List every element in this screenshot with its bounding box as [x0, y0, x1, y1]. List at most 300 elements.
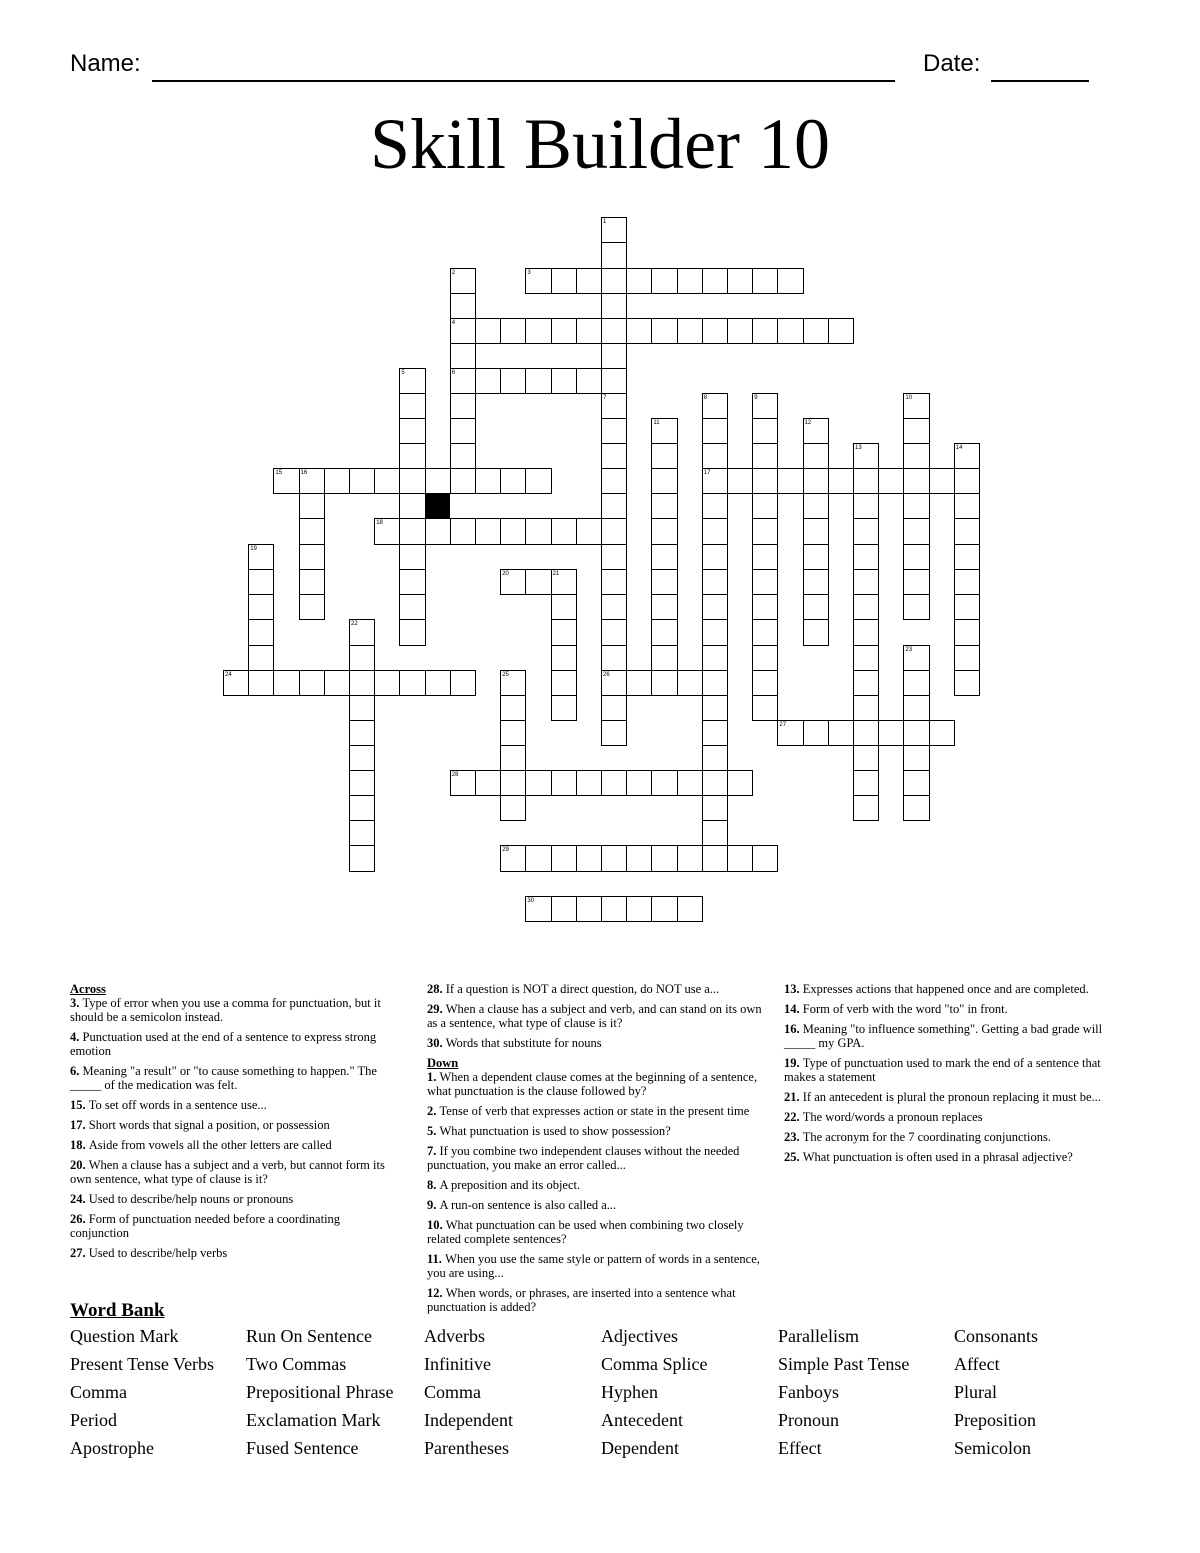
grid-cell[interactable] [399, 518, 425, 545]
grid-cell[interactable] [626, 670, 652, 696]
grid-cell[interactable] [651, 268, 677, 294]
down-clue [784, 1002, 1119, 1016]
grid-cell[interactable] [903, 443, 929, 469]
grid-cell[interactable] [954, 544, 980, 570]
grid-cell[interactable] [601, 518, 627, 545]
grid-cell[interactable] [500, 695, 526, 721]
grid-cell[interactable] [702, 745, 728, 771]
grid-cell[interactable] [601, 695, 627, 721]
grid-cell[interactable] [425, 518, 451, 545]
grid-cell[interactable] [828, 318, 854, 344]
grid-cell[interactable] [853, 569, 879, 595]
grid-cell[interactable] [374, 518, 400, 545]
grid-cell[interactable] [551, 518, 577, 545]
grid-cell[interactable] [299, 544, 325, 570]
grid-cell[interactable] [273, 670, 299, 696]
grid-cell[interactable] [752, 594, 778, 620]
clue-number: 15. [70, 1098, 89, 1112]
grid-cell[interactable] [803, 569, 829, 595]
grid-cell[interactable] [450, 443, 476, 469]
grid-cell[interactable] [299, 493, 325, 519]
grid-cell[interactable] [903, 468, 929, 494]
grid-cell[interactable] [500, 795, 526, 821]
grid-cell[interactable] [525, 318, 551, 344]
grid-cell[interactable] [853, 443, 879, 469]
grid-cell[interactable] [702, 493, 728, 519]
grid-cell[interactable] [727, 268, 753, 294]
grid-cell[interactable] [702, 670, 728, 696]
grid-cell[interactable] [525, 845, 551, 872]
grid-cell[interactable] [651, 443, 677, 469]
grid-cell[interactable] [853, 670, 879, 696]
grid-cell[interactable] [651, 645, 677, 671]
grid-cell[interactable] [450, 318, 476, 344]
grid-cell[interactable] [601, 368, 627, 394]
grid-cell[interactable] [500, 745, 526, 771]
grid-cell[interactable] [525, 770, 551, 796]
grid-cell[interactable] [853, 645, 879, 671]
grid-cell[interactable] [878, 720, 904, 746]
grid-cell[interactable] [803, 518, 829, 545]
grid-cell[interactable] [601, 443, 627, 469]
word-bank-item: Consonants [954, 1326, 1039, 1346]
grid-cell[interactable] [903, 795, 929, 821]
grid-cell[interactable] [601, 720, 627, 746]
grid-cell[interactable] [853, 695, 879, 721]
grid-cell[interactable] [349, 745, 375, 771]
grid-cell[interactable] [677, 268, 703, 294]
grid-cell[interactable] [450, 468, 476, 494]
grid-cell[interactable] [349, 770, 375, 796]
clue-text: When a dependent clause comes at the beginning of a sentence, what punctuation is the clause followed by? [427, 1070, 758, 1098]
grid-cell[interactable] [601, 493, 627, 519]
grid-cell[interactable] [374, 468, 400, 494]
grid-cell[interactable] [702, 268, 728, 294]
grid-cell[interactable] [399, 670, 425, 696]
grid-cell[interactable] [551, 318, 577, 344]
grid-cell[interactable] [601, 544, 627, 570]
grid-cell[interactable] [752, 518, 778, 545]
grid-cell[interactable] [324, 468, 350, 494]
grid-cell[interactable] [702, 720, 728, 746]
grid-cell[interactable] [777, 720, 803, 746]
grid-cell[interactable] [500, 468, 526, 494]
grid-cell[interactable] [752, 670, 778, 696]
grid-cell[interactable] [425, 468, 451, 494]
grid-cell[interactable] [853, 544, 879, 570]
grid-cell[interactable] [450, 268, 476, 294]
grid-cell[interactable] [500, 569, 526, 595]
grid-cell[interactable] [752, 393, 778, 419]
grid-cell[interactable] [525, 368, 551, 394]
grid-cell[interactable] [929, 468, 955, 494]
down-clue [427, 1198, 762, 1212]
grid-cell[interactable] [601, 343, 627, 369]
clue-number: 6. [70, 1064, 83, 1078]
grid-cell[interactable] [803, 720, 829, 746]
grid-cell[interactable] [248, 569, 274, 595]
grid-cell[interactable] [702, 468, 728, 494]
grid-cell[interactable] [752, 845, 778, 872]
grid-cell[interactable] [551, 268, 577, 294]
grid-cell[interactable] [651, 670, 677, 696]
grid-cell[interactable] [349, 820, 375, 846]
across-heading: Across [70, 982, 106, 996]
grid-cell[interactable] [903, 770, 929, 796]
grid-cell[interactable] [651, 544, 677, 570]
grid-cell[interactable] [777, 468, 803, 494]
grid-cell[interactable] [752, 493, 778, 519]
grid-cell[interactable] [803, 544, 829, 570]
grid-cell[interactable] [954, 670, 980, 696]
grid-cell[interactable] [475, 318, 501, 344]
grid-cell[interactable] [954, 619, 980, 646]
grid-cell[interactable] [525, 896, 551, 922]
clue-number: 19. [784, 1056, 803, 1070]
clue-text: Short words that signal a position, or possession [88, 1118, 330, 1132]
word-bank-item: Antecedent [601, 1410, 683, 1430]
grid-cell[interactable] [551, 845, 577, 872]
grid-cell[interactable] [551, 770, 577, 796]
grid-cell[interactable] [601, 896, 627, 922]
grid-cell[interactable] [752, 544, 778, 570]
grid-cell[interactable] [651, 518, 677, 545]
grid-cell[interactable] [299, 594, 325, 620]
grid-cell[interactable] [500, 368, 526, 394]
grid-cell[interactable] [576, 518, 602, 545]
grid-cell[interactable] [903, 393, 929, 419]
grid-cell[interactable] [752, 268, 778, 294]
grid-cell[interactable] [450, 418, 476, 444]
grid-cell[interactable] [349, 645, 375, 671]
grid-cell[interactable] [248, 670, 274, 696]
grid-cell[interactable] [601, 393, 627, 419]
grid-cell[interactable] [702, 318, 728, 344]
grid-cell[interactable] [601, 468, 627, 494]
grid-cell[interactable] [803, 443, 829, 469]
grid-cell[interactable] [903, 518, 929, 545]
grid-cell[interactable] [450, 343, 476, 369]
clue-number-26: 26 [603, 672, 610, 678]
grid-cell[interactable] [525, 569, 551, 595]
grid-cell[interactable] [551, 695, 577, 721]
clue-text: What punctuation is often used in a phrasal adjective? [802, 1150, 1073, 1164]
grid-cell[interactable] [601, 293, 627, 319]
grid-cell[interactable] [651, 845, 677, 872]
grid-cell[interactable] [223, 670, 249, 696]
grid-cell[interactable] [601, 569, 627, 595]
grid-cell[interactable] [399, 443, 425, 469]
grid-cell[interactable] [500, 670, 526, 696]
grid-cell[interactable] [702, 418, 728, 444]
grid-cell[interactable] [525, 468, 551, 494]
grid-cell[interactable] [803, 493, 829, 519]
grid-cell[interactable] [299, 670, 325, 696]
grid-cell[interactable] [853, 745, 879, 771]
grid-cell[interactable] [903, 695, 929, 721]
grid-cell[interactable] [677, 318, 703, 344]
grid-cell[interactable] [853, 619, 879, 646]
grid-cell[interactable] [399, 468, 425, 494]
grid-cell[interactable] [853, 770, 879, 796]
grid-cell[interactable] [500, 318, 526, 344]
grid-cell[interactable] [374, 670, 400, 696]
clue-text: If an antecedent is plural the pronoun replacing it must be... [802, 1090, 1101, 1104]
grid-cell[interactable] [626, 268, 652, 294]
grid-cell[interactable] [828, 720, 854, 746]
clue-number-18: 18 [376, 520, 383, 526]
down-clue [427, 1144, 762, 1172]
grid-cell[interactable] [651, 594, 677, 620]
grid-cell[interactable] [525, 268, 551, 294]
grid-cell[interactable] [853, 720, 879, 746]
grid-cell[interactable] [903, 544, 929, 570]
clue-number: 24. [70, 1192, 89, 1206]
grid-cell[interactable] [450, 518, 476, 545]
grid-cell[interactable] [903, 418, 929, 444]
grid-cell[interactable] [399, 569, 425, 595]
grid-cell[interactable] [929, 720, 955, 746]
across-clue [70, 1118, 400, 1132]
word-bank-item: Plural [954, 1382, 997, 1402]
grid-cell[interactable] [752, 468, 778, 494]
grid-cell[interactable] [702, 443, 728, 469]
grid-cell[interactable] [551, 619, 577, 646]
across-clue [70, 1158, 400, 1186]
grid-cell[interactable] [752, 318, 778, 344]
grid-cell[interactable] [349, 670, 375, 696]
grid-cell[interactable] [903, 594, 929, 620]
word-bank-item: Adjectives [601, 1326, 678, 1346]
grid-cell[interactable] [752, 619, 778, 646]
grid-cell[interactable] [777, 318, 803, 344]
grid-cell[interactable] [475, 518, 501, 545]
word-bank-item: Preposition [954, 1410, 1037, 1430]
grid-cell[interactable] [702, 770, 728, 796]
grid-cell[interactable] [853, 594, 879, 620]
grid-cell[interactable] [450, 770, 476, 796]
grid-cell[interactable] [399, 368, 425, 394]
down-clue [784, 1150, 1119, 1164]
grid-cell[interactable] [500, 720, 526, 746]
clue-number-12: 12 [804, 420, 812, 426]
grid-cell[interactable] [551, 896, 577, 922]
grid-cell[interactable] [651, 569, 677, 595]
grid-cell[interactable] [349, 619, 375, 646]
grid-cell[interactable] [601, 217, 627, 243]
grid-cell[interactable] [551, 594, 577, 620]
grid-cell[interactable] [702, 544, 728, 570]
grid-cell[interactable] [601, 645, 627, 671]
grid-cell[interactable] [601, 845, 627, 872]
grid-cell[interactable] [500, 845, 526, 872]
grid-cell[interactable] [677, 896, 703, 922]
grid-cell[interactable] [702, 645, 728, 671]
grid-cell[interactable] [626, 770, 652, 796]
grid-cell[interactable] [803, 418, 829, 444]
grid-cell[interactable] [551, 569, 577, 595]
grid-cell[interactable] [702, 845, 728, 872]
grid-cell[interactable] [903, 569, 929, 595]
grid-cell[interactable] [803, 594, 829, 620]
grid-cell[interactable] [853, 493, 879, 519]
grid-cell[interactable] [651, 468, 677, 494]
grid-cell[interactable] [399, 493, 425, 519]
grid-cell[interactable] [903, 493, 929, 519]
grid-cell[interactable] [626, 845, 652, 872]
grid-cell[interactable] [677, 770, 703, 796]
grid-cell[interactable] [576, 368, 602, 394]
grid-cell[interactable] [450, 293, 476, 319]
grid-cell[interactable] [878, 468, 904, 494]
grid-cell[interactable] [576, 896, 602, 922]
clue-number-5: 5 [401, 370, 405, 376]
grid-cell[interactable] [601, 770, 627, 796]
grid-cell[interactable] [903, 745, 929, 771]
grid-cell[interactable] [702, 518, 728, 545]
grid-cell[interactable] [248, 645, 274, 671]
grid-cell[interactable] [475, 468, 501, 494]
grid-cell[interactable] [601, 242, 627, 269]
grid-cell[interactable] [752, 443, 778, 469]
grid-cell[interactable] [702, 569, 728, 595]
clue-number: 21. [784, 1090, 803, 1104]
grid-cell[interactable] [399, 393, 425, 419]
clue-number: 8. [427, 1178, 440, 1192]
grid-cell[interactable] [601, 268, 627, 294]
grid-cell[interactable] [626, 318, 652, 344]
grid-cell[interactable] [576, 845, 602, 872]
grid-cell[interactable] [525, 518, 551, 545]
grid-cell[interactable] [500, 518, 526, 545]
grid-cell[interactable] [551, 645, 577, 671]
grid-cell[interactable] [248, 544, 274, 570]
grid-cell[interactable] [954, 443, 980, 469]
word-bank-item: Adverbs [424, 1326, 485, 1346]
grid-cell[interactable] [399, 594, 425, 620]
date-field[interactable] [991, 80, 1089, 82]
grid-cell[interactable] [299, 569, 325, 595]
grid-cell[interactable] [324, 670, 350, 696]
grid-cell[interactable] [777, 268, 803, 294]
grid-cell[interactable] [601, 594, 627, 620]
grid-cell[interactable] [399, 619, 425, 646]
grid-cell[interactable] [475, 368, 501, 394]
grid-cell[interactable] [853, 468, 879, 494]
grid-cell[interactable] [727, 468, 753, 494]
grid-cell[interactable] [702, 695, 728, 721]
grid-cell[interactable] [727, 318, 753, 344]
clue-text: Meaning "a result" or "to cause something to happen." The _____ of the medication was felt. [70, 1064, 377, 1092]
grid-cell[interactable] [702, 594, 728, 620]
grid-cell[interactable] [551, 368, 577, 394]
grid-cell[interactable] [576, 268, 602, 294]
grid-cell[interactable] [601, 670, 627, 696]
grid-cell[interactable] [954, 569, 980, 595]
grid-cell[interactable] [349, 795, 375, 821]
grid-cell[interactable] [651, 896, 677, 922]
grid-cell[interactable] [677, 845, 703, 872]
grid-cell[interactable] [475, 770, 501, 796]
grid-cell[interactable] [803, 468, 829, 494]
grid-cell[interactable] [626, 896, 652, 922]
grid-cell[interactable] [399, 544, 425, 570]
grid-cell[interactable] [349, 720, 375, 746]
name-field[interactable] [152, 80, 895, 82]
grid-cell[interactable] [702, 820, 728, 846]
grid-cell[interactable] [601, 418, 627, 444]
grid-cell[interactable] [299, 518, 325, 545]
grid-cell[interactable] [903, 645, 929, 671]
grid-cell[interactable] [651, 770, 677, 796]
clue-number: 12. [427, 1286, 446, 1300]
grid-cell[interactable] [702, 795, 728, 821]
grid-cell[interactable] [425, 670, 451, 696]
grid-cell[interactable] [349, 845, 375, 872]
grid-cell[interactable] [727, 845, 753, 872]
grid-cell[interactable] [752, 695, 778, 721]
grid-cell[interactable] [954, 493, 980, 519]
grid-cell[interactable] [551, 670, 577, 696]
grid-cell[interactable] [450, 393, 476, 419]
grid-cell[interactable] [853, 518, 879, 545]
grid-cell[interactable] [954, 468, 980, 494]
grid-cell[interactable] [450, 368, 476, 394]
grid-cell[interactable] [601, 318, 627, 344]
grid-cell[interactable] [803, 619, 829, 646]
grid-cell[interactable] [752, 569, 778, 595]
grid-cell[interactable] [752, 645, 778, 671]
grid-cell[interactable] [727, 770, 753, 796]
grid-cell[interactable] [576, 770, 602, 796]
grid-cell[interactable] [853, 795, 879, 821]
grid-cell[interactable] [651, 619, 677, 646]
grid-cell[interactable] [248, 619, 274, 646]
grid-cell[interactable] [248, 594, 274, 620]
clue-number-27: 27 [779, 722, 787, 728]
grid-cell[interactable] [349, 695, 375, 721]
grid-cell[interactable] [500, 770, 526, 796]
word-bank-item: Exclamation Mark [246, 1410, 381, 1430]
grid-cell[interactable] [903, 720, 929, 746]
grid-cell[interactable] [752, 418, 778, 444]
clue-text: Words that substitute for nouns [445, 1036, 602, 1050]
grid-cell[interactable] [677, 670, 703, 696]
grid-cell[interactable] [450, 670, 476, 696]
grid-cell[interactable] [702, 619, 728, 646]
grid-cell[interactable] [651, 318, 677, 344]
clue-number: 29. [427, 1002, 446, 1016]
grid-cell[interactable] [954, 594, 980, 620]
grid-cell[interactable] [954, 645, 980, 671]
clue-number-11: 11 [653, 420, 660, 426]
grid-cell[interactable] [651, 493, 677, 519]
grid-cell[interactable] [651, 418, 677, 444]
grid-cell[interactable] [399, 418, 425, 444]
grid-cell[interactable] [954, 518, 980, 545]
grid-cell[interactable] [349, 468, 375, 494]
grid-cell[interactable] [828, 468, 854, 494]
grid-cell[interactable] [299, 468, 325, 494]
grid-cell[interactable] [601, 619, 627, 646]
grid-cell[interactable] [803, 318, 829, 344]
across-clue [70, 1212, 400, 1240]
grid-cell[interactable] [576, 318, 602, 344]
grid-cell[interactable] [903, 670, 929, 696]
grid-cell[interactable] [273, 468, 299, 494]
grid-cell[interactable] [702, 393, 728, 419]
clue-text: Meaning "to influence something". Getting a bad grade will _____ my GPA. [784, 1022, 1103, 1050]
